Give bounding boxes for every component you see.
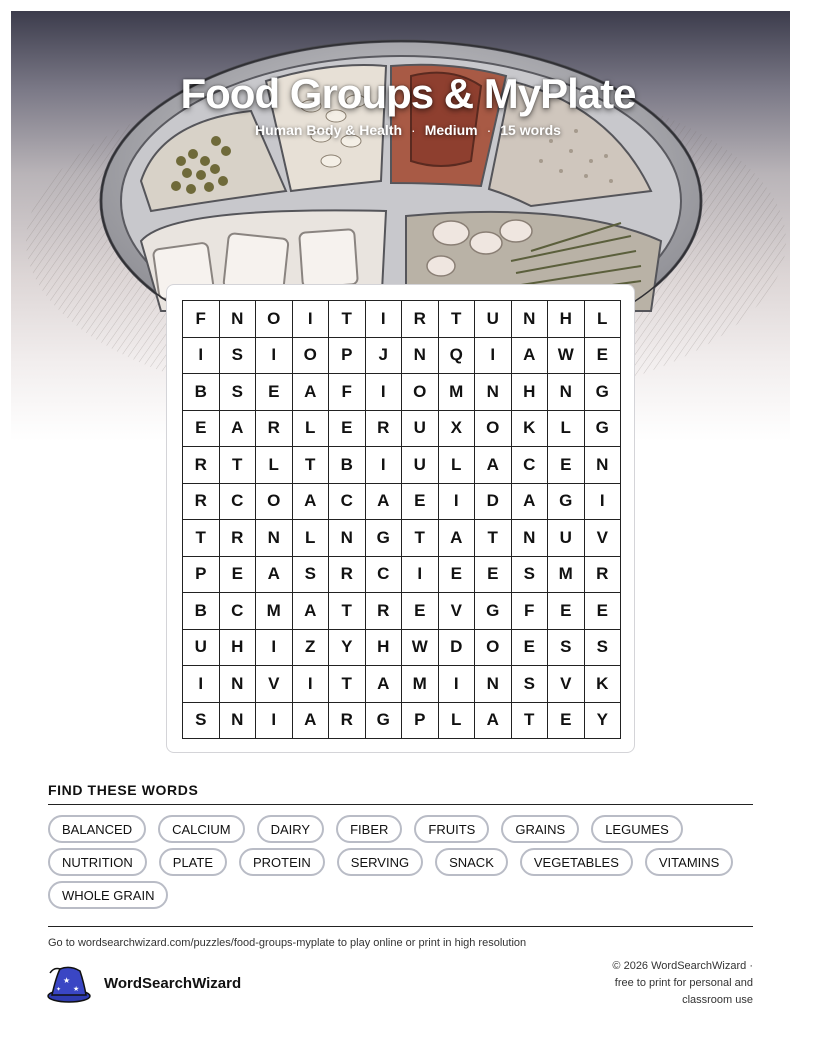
grid-cell[interactable]: L (256, 447, 293, 484)
grid-cell[interactable]: H (220, 630, 257, 667)
grid-cell[interactable]: E (585, 593, 622, 630)
grid-cell[interactable]: T (512, 703, 549, 740)
grid-cell[interactable]: P (183, 557, 220, 594)
word-chip: FRUITS (414, 815, 489, 843)
grid-cell[interactable]: N (512, 520, 549, 557)
grid-cell[interactable]: A (512, 484, 549, 521)
grid-cell[interactable]: I (475, 338, 512, 375)
grid-cell[interactable]: L (585, 301, 622, 338)
grid-cell[interactable]: C (512, 447, 549, 484)
grid-cell[interactable]: C (220, 593, 257, 630)
grid-cell[interactable]: Z (293, 630, 330, 667)
grid-cell[interactable]: E (585, 338, 622, 375)
grid-cell[interactable]: S (548, 630, 585, 667)
grid-cell[interactable]: S (183, 703, 220, 740)
grid-cell[interactable]: O (402, 374, 439, 411)
word-chip: VITAMINS (645, 848, 733, 876)
grid-cell[interactable]: E (548, 593, 585, 630)
grid-cell[interactable]: D (439, 630, 476, 667)
grid-cell[interactable]: K (512, 411, 549, 448)
grid-cell[interactable]: I (366, 374, 403, 411)
grid-cell[interactable]: S (585, 630, 622, 667)
grid-cell[interactable]: V (548, 666, 585, 703)
divider (48, 926, 753, 927)
grid-cell[interactable]: N (256, 520, 293, 557)
copyright-line: © 2026 WordSearchWizard · (612, 960, 753, 972)
grid-cell[interactable]: T (329, 666, 366, 703)
grid-cell[interactable]: M (402, 666, 439, 703)
word-chip: SNACK (435, 848, 508, 876)
grid-cell[interactable]: U (475, 301, 512, 338)
meta-separator: · (486, 122, 492, 138)
grid-cell[interactable]: N (548, 374, 585, 411)
category-label: Human Body & Health (255, 122, 403, 138)
grid-cell[interactable]: R (329, 557, 366, 594)
grid-cell[interactable]: O (293, 338, 330, 375)
grid-cell[interactable]: N (402, 338, 439, 375)
grid-cell[interactable]: C (220, 484, 257, 521)
grid-cell[interactable]: T (439, 301, 476, 338)
grid-cell[interactable]: D (475, 484, 512, 521)
grid-cell[interactable]: A (366, 666, 403, 703)
grid-cell[interactable]: T (220, 447, 257, 484)
grid-cell[interactable]: F (183, 301, 220, 338)
brand-name: WordSearchWizard (104, 974, 242, 992)
copyright-line: free to print for personal and (614, 977, 753, 989)
grid-cell[interactable]: E (548, 447, 585, 484)
grid-cell[interactable]: E (183, 411, 220, 448)
grid-cell[interactable]: I (366, 301, 403, 338)
grid-cell[interactable]: E (402, 593, 439, 630)
word-chip: CALCIUM (158, 815, 245, 843)
grid-cell[interactable]: R (183, 447, 220, 484)
grid-cell[interactable]: E (402, 484, 439, 521)
grid-cell[interactable]: A (439, 520, 476, 557)
puzzle-card (166, 284, 635, 753)
grid-cell[interactable]: N (220, 301, 257, 338)
grid-cell[interactable]: M (256, 593, 293, 630)
grid-cell[interactable]: T (475, 520, 512, 557)
grid-cell[interactable]: O (475, 630, 512, 667)
grid-cell[interactable]: I (402, 557, 439, 594)
grid-cell[interactable]: I (366, 447, 403, 484)
grid-cell[interactable]: B (183, 374, 220, 411)
grid-cell[interactable]: R (183, 484, 220, 521)
grid-cell[interactable]: I (439, 484, 476, 521)
grid-cell[interactable]: L (439, 447, 476, 484)
grid-cell[interactable]: I (256, 703, 293, 740)
grid-cell[interactable]: A (366, 484, 403, 521)
page-title: Food Groups & MyPlate (180, 70, 636, 117)
meta-separator: · (411, 122, 416, 138)
grid-cell[interactable]: H (366, 630, 403, 667)
grid-cell[interactable]: H (512, 374, 549, 411)
grid-cell[interactable]: S (220, 374, 257, 411)
grid-cell[interactable]: L (293, 520, 330, 557)
grid-cell[interactable]: E (512, 630, 549, 667)
word-chip: WHOLE GRAIN (48, 881, 168, 909)
grid-cell[interactable]: T (183, 520, 220, 557)
grid-cell[interactable]: N (512, 301, 549, 338)
grid-cell[interactable]: A (475, 447, 512, 484)
svg-text:★: ★ (73, 985, 80, 993)
grid-cell[interactable]: C (329, 484, 366, 521)
divider (48, 804, 753, 805)
copyright-line: classroom use (682, 994, 753, 1006)
grid-cell[interactable]: N (220, 703, 257, 740)
grid-cell[interactable]: N (329, 520, 366, 557)
grid-cell[interactable]: E (256, 374, 293, 411)
grid-cell[interactable]: I (293, 301, 330, 338)
grid-cell[interactable]: P (329, 338, 366, 375)
grid-cell[interactable]: Y (329, 630, 366, 667)
grid-cell[interactable]: A (512, 338, 549, 375)
grid-cell[interactable]: B (329, 447, 366, 484)
grid-cell[interactable]: W (402, 630, 439, 667)
grid-cell[interactable]: I (439, 666, 476, 703)
grid-cell[interactable]: U (402, 411, 439, 448)
grid-cell[interactable]: F (512, 593, 549, 630)
grid-cell[interactable]: T (329, 593, 366, 630)
copyright-notice (583, 958, 753, 1009)
grid-cell[interactable]: A (220, 411, 257, 448)
footer-link-text[interactable]: Go to wordsearchwizard.com/puzzles/food-groups-myplate to play online or print in high resolution (48, 937, 527, 949)
grid-cell[interactable]: O (256, 484, 293, 521)
grid-cell[interactable]: N (220, 666, 257, 703)
grid-cell[interactable]: U (548, 520, 585, 557)
grid-cell[interactable]: P (402, 703, 439, 740)
grid-cell[interactable]: I (256, 630, 293, 667)
grid-cell[interactable]: I (585, 484, 622, 521)
grid-cell[interactable]: L (293, 411, 330, 448)
word-list (48, 815, 753, 909)
grid-cell[interactable]: K (585, 666, 622, 703)
grid-cell[interactable]: R (256, 411, 293, 448)
grid-cell[interactable]: H (548, 301, 585, 338)
grid-cell[interactable]: I (256, 338, 293, 375)
grid-cell[interactable]: O (256, 301, 293, 338)
grid-cell[interactable]: A (293, 593, 330, 630)
grid-cell[interactable]: G (475, 593, 512, 630)
grid-cell[interactable]: G (585, 411, 622, 448)
grid-cell[interactable]: Y (585, 703, 622, 740)
grid-cell[interactable]: T (329, 301, 366, 338)
grid-cell[interactable]: L (439, 703, 476, 740)
word-chip: NUTRITION (48, 848, 147, 876)
grid-cell[interactable]: E (548, 703, 585, 740)
grid-cell[interactable]: W (548, 338, 585, 375)
word-chip: SERVING (337, 848, 423, 876)
grid-cell[interactable]: G (585, 374, 622, 411)
grid-cell[interactable]: R (220, 520, 257, 557)
grid-cell[interactable]: I (293, 666, 330, 703)
grid-cell[interactable]: E (220, 557, 257, 594)
word-chip: DAIRY (257, 815, 325, 843)
grid-cell[interactable]: F (329, 374, 366, 411)
grid-cell[interactable]: V (256, 666, 293, 703)
grid-cell[interactable]: T (293, 447, 330, 484)
grid-cell[interactable]: X (439, 411, 476, 448)
grid-cell[interactable]: N (585, 447, 622, 484)
grid-cell[interactable]: I (183, 666, 220, 703)
grid-cell[interactable]: I (183, 338, 220, 375)
grid-cell[interactable]: E (329, 411, 366, 448)
grid-cell[interactable]: U (183, 630, 220, 667)
grid-cell[interactable]: V (439, 593, 476, 630)
grid-cell[interactable]: Q (439, 338, 476, 375)
grid-cell[interactable]: O (475, 411, 512, 448)
grid-cell[interactable]: S (293, 557, 330, 594)
word-chip: GRAINS (501, 815, 579, 843)
grid-cell[interactable]: S (512, 557, 549, 594)
word-chip: BALANCED (48, 815, 146, 843)
grid-cell[interactable]: R (366, 593, 403, 630)
word-list-heading: FIND THESE WORDS (48, 782, 199, 798)
grid-cell[interactable]: J (366, 338, 403, 375)
grid-cell[interactable]: R (585, 557, 622, 594)
letter-grid[interactable] (182, 300, 621, 739)
word-chip: PROTEIN (239, 848, 325, 876)
word-chip: FIBER (336, 815, 402, 843)
grid-cell[interactable]: A (293, 703, 330, 740)
grid-cell[interactable]: A (256, 557, 293, 594)
grid-cell[interactable]: M (548, 557, 585, 594)
word-chip: PLATE (159, 848, 227, 876)
grid-cell[interactable]: R (329, 703, 366, 740)
grid-cell[interactable]: E (439, 557, 476, 594)
wizard-hat-icon (46, 963, 92, 1003)
word-count-label: 15 words (500, 122, 561, 138)
grid-cell[interactable]: S (512, 666, 549, 703)
grid-cell[interactable]: N (475, 374, 512, 411)
grid-cell[interactable]: L (548, 411, 585, 448)
grid-cell[interactable]: C (366, 557, 403, 594)
grid-cell[interactable]: U (402, 447, 439, 484)
svg-text:★: ★ (63, 976, 71, 985)
svg-text:✦: ✦ (56, 986, 62, 993)
word-chip: LEGUMES (591, 815, 683, 843)
grid-cell[interactable]: A (293, 374, 330, 411)
grid-cell[interactable]: T (402, 520, 439, 557)
grid-cell[interactable]: R (366, 411, 403, 448)
grid-cell[interactable]: G (548, 484, 585, 521)
word-chip: VEGETABLES (520, 848, 633, 876)
grid-cell[interactable]: N (475, 666, 512, 703)
brand[interactable] (46, 963, 241, 1003)
grid-cell[interactable]: E (475, 557, 512, 594)
grid-cell[interactable]: V (585, 520, 622, 557)
grid-cell[interactable]: A (293, 484, 330, 521)
grid-cell[interactable]: B (183, 593, 220, 630)
grid-cell[interactable]: A (475, 703, 512, 740)
grid-cell[interactable]: M (439, 374, 476, 411)
grid-cell[interactable]: G (366, 703, 403, 740)
grid-cell[interactable]: G (366, 520, 403, 557)
difficulty-label: Medium (424, 122, 478, 138)
grid-cell[interactable]: R (402, 301, 439, 338)
puzzle-meta (0, 122, 816, 138)
grid-cell[interactable]: S (220, 338, 257, 375)
